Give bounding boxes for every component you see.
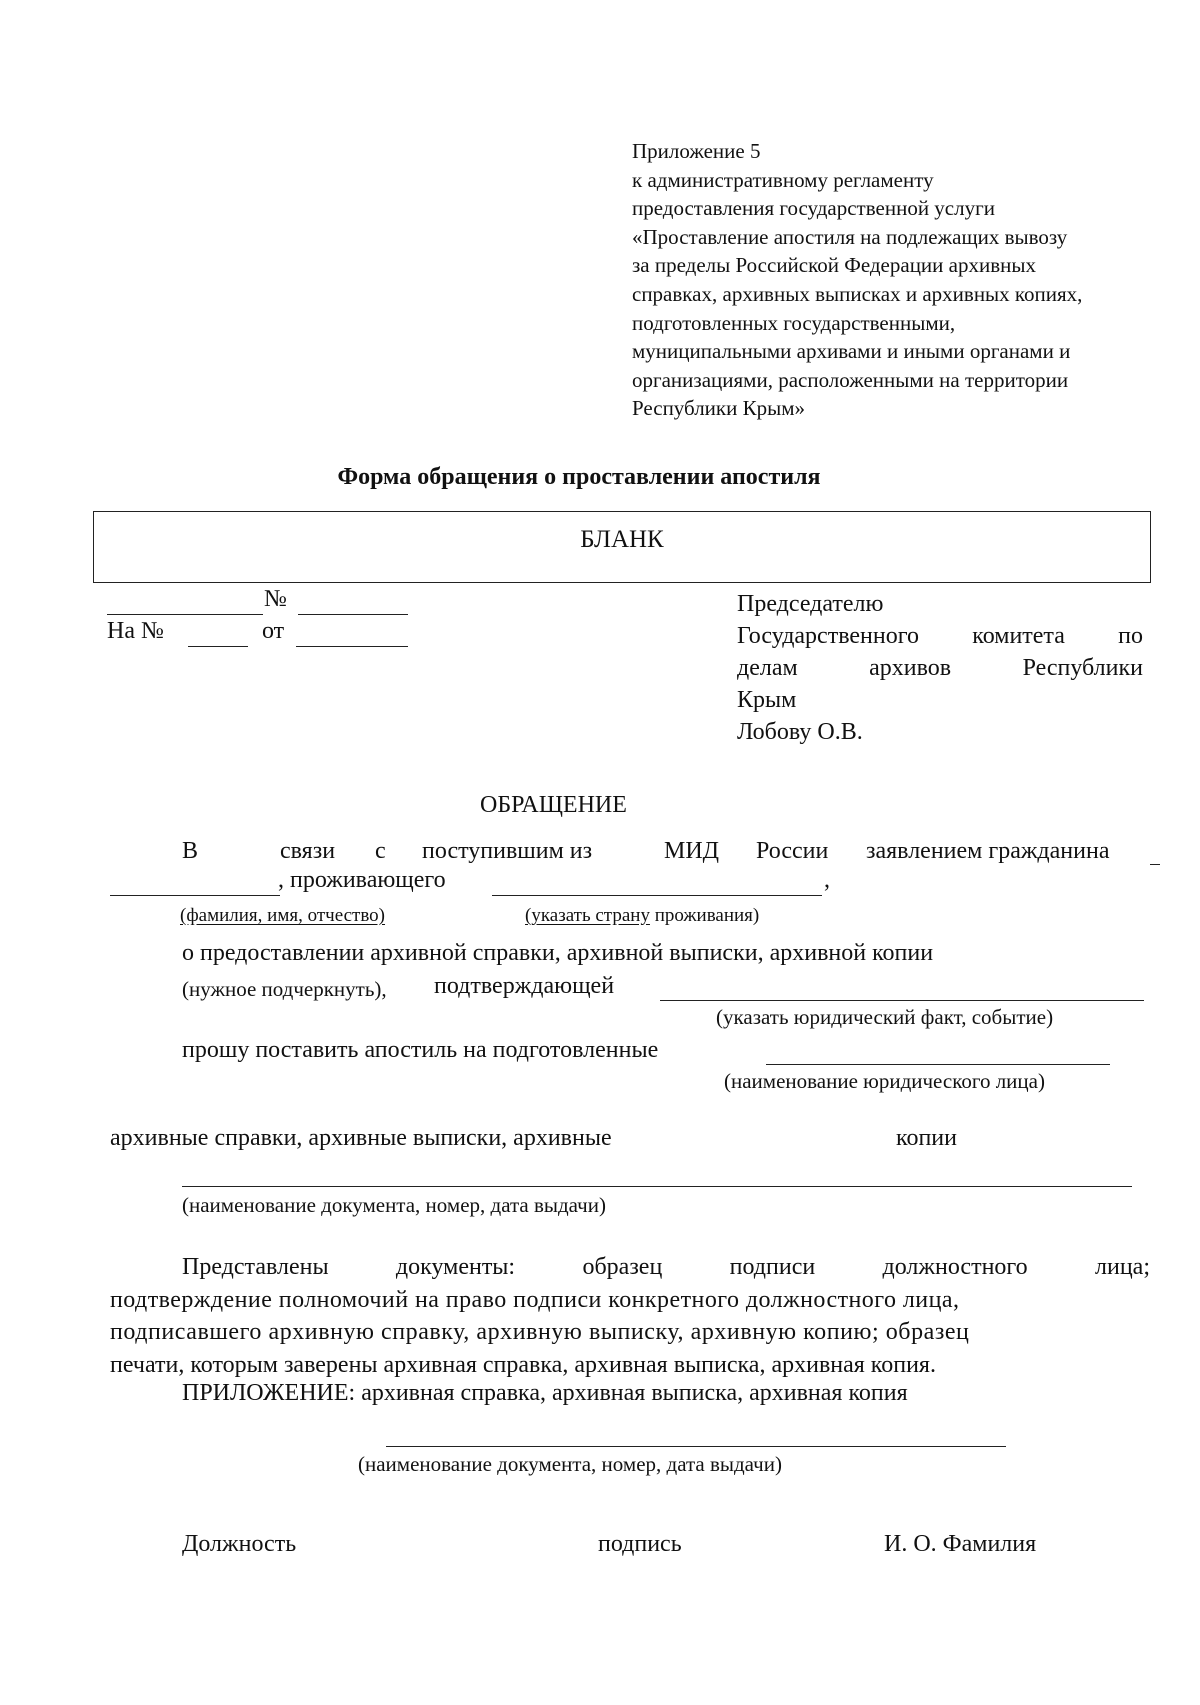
- number-sign: №: [264, 586, 287, 612]
- docs-text-copies: копии: [896, 1125, 957, 1151]
- hint-country-rest: проживания): [649, 905, 760, 926]
- appendix-note: [632, 137, 1082, 423]
- appendix-line: «Проставление апостиля на подлежащих вывозу: [632, 224, 1068, 249]
- presented-line: печати, которым заверены архивная справка, архивная выписка, архивная копия.: [110, 1351, 936, 1378]
- addressee-word: архивов: [869, 655, 952, 681]
- attachment-text: архивная справка, архивная выписка, архивная копия: [355, 1380, 908, 1406]
- signature-sign: подпись: [598, 1531, 682, 1557]
- document-info-line: [182, 1186, 1132, 1187]
- legal-fact-line: [660, 1000, 1144, 1001]
- request-heading: ОБРАЩЕНИЕ: [480, 792, 627, 818]
- addressee-word: делам: [737, 655, 798, 681]
- signature-name: И. О. Фамилия: [884, 1531, 1037, 1557]
- appendix-line: предоставления государственной услуги: [632, 196, 995, 221]
- provision-text: о предоставлении архивной справки, архивной выписки, архивной копии: [182, 940, 934, 966]
- from-label: от: [262, 618, 285, 644]
- blank-label: БЛАНК: [580, 526, 664, 553]
- confirming-label: подтверждающей: [434, 973, 615, 999]
- country-line: [492, 895, 822, 896]
- signature-position: Должность: [182, 1531, 297, 1557]
- request-word: с: [375, 838, 386, 864]
- addressee-line: Крым: [737, 687, 797, 713]
- underline-hint: (нужное подчеркнуть),: [182, 977, 387, 1001]
- appendix-line: организациями, расположенными на территории: [632, 367, 1069, 392]
- presented-word: лица;: [1095, 1254, 1150, 1280]
- ask-text: прошу поставить апостиль на подготовленные: [182, 1037, 659, 1063]
- appendix-line: муниципальными архивами и иными органами и: [632, 339, 1071, 364]
- docs-text: архивные справки, архивные выписки, архивные: [110, 1125, 612, 1151]
- presented-word: должностного: [882, 1254, 1028, 1280]
- presented-documents-paragraph: [110, 1251, 1150, 1381]
- appendix-line: к административному регламенту: [632, 167, 934, 192]
- addressee-word: Государственного: [737, 623, 919, 649]
- residing-label: , проживающего: [278, 867, 446, 893]
- outgoing-number-line: [298, 614, 408, 615]
- citizen-name-line-start: [1150, 864, 1160, 865]
- appendix-line: Республики Крым»: [632, 396, 806, 421]
- addressee-word: Республики: [1022, 655, 1143, 681]
- appendix-line: Приложение 5: [632, 139, 761, 163]
- hint-country: (указать страну: [525, 905, 650, 926]
- hint-document: (наименование документа, номер, дата выдачи): [182, 1193, 606, 1217]
- presented-line: [110, 1251, 1150, 1284]
- request-word: связи: [280, 838, 336, 864]
- presented-word: Представлены: [182, 1254, 329, 1280]
- citizen-name-line: [110, 895, 280, 896]
- request-word: В: [182, 838, 199, 864]
- outgoing-date-line: [107, 614, 263, 615]
- request-word: заявлением гражданина: [866, 838, 1110, 864]
- legal-entity-line: [766, 1064, 1110, 1065]
- addressee-line: Лобову О.В.: [737, 719, 863, 745]
- attachment-info-line: [386, 1446, 1006, 1447]
- hint-fullname: (фамилия, имя, отчество): [180, 905, 386, 926]
- addressee-block: [737, 588, 1143, 748]
- request-word: поступившим из: [422, 838, 593, 864]
- hint-legal-entity: (наименование юридического лица): [724, 1069, 1045, 1093]
- addressee-word: по: [1118, 623, 1143, 649]
- request-word: МИД: [664, 838, 720, 864]
- hint-attachment: (наименование документа, номер, дата выдачи): [358, 1452, 782, 1476]
- addressee-line: [737, 652, 1143, 684]
- presented-word: образец: [582, 1254, 663, 1280]
- on-number-label: На №: [107, 618, 164, 644]
- addressee-line: [737, 620, 1143, 652]
- appendix-line: подготовленных государственными,: [632, 310, 956, 335]
- from-date-line: [296, 646, 408, 647]
- appendix-line: справках, архивных выписках и архивных копиях,: [632, 281, 1083, 306]
- addressee-line: Председателю: [737, 591, 884, 617]
- request-word: России: [756, 838, 829, 864]
- on-number-line: [188, 646, 248, 647]
- hint-legal-fact: (указать юридический факт, событие): [716, 1005, 1054, 1029]
- appendix-line: за пределы Российской Федерации архивных: [632, 253, 1036, 278]
- attachment-label: ПРИЛОЖЕНИЕ:: [182, 1380, 356, 1406]
- letterhead-blank-box: [93, 511, 1151, 583]
- comma: ,: [824, 867, 830, 893]
- presented-word: подписи: [729, 1254, 816, 1280]
- presented-word: документы:: [395, 1254, 516, 1280]
- form-title: Форма обращения о проставлении апостиля: [337, 464, 821, 490]
- addressee-word: комитета: [972, 623, 1065, 649]
- presented-line: подписавшего архивную справку, архивную выписку, архивную копию; образец: [110, 1319, 970, 1345]
- presented-line: подтверждение полномочий на право подписи конкретного должностного лица,: [110, 1286, 960, 1313]
